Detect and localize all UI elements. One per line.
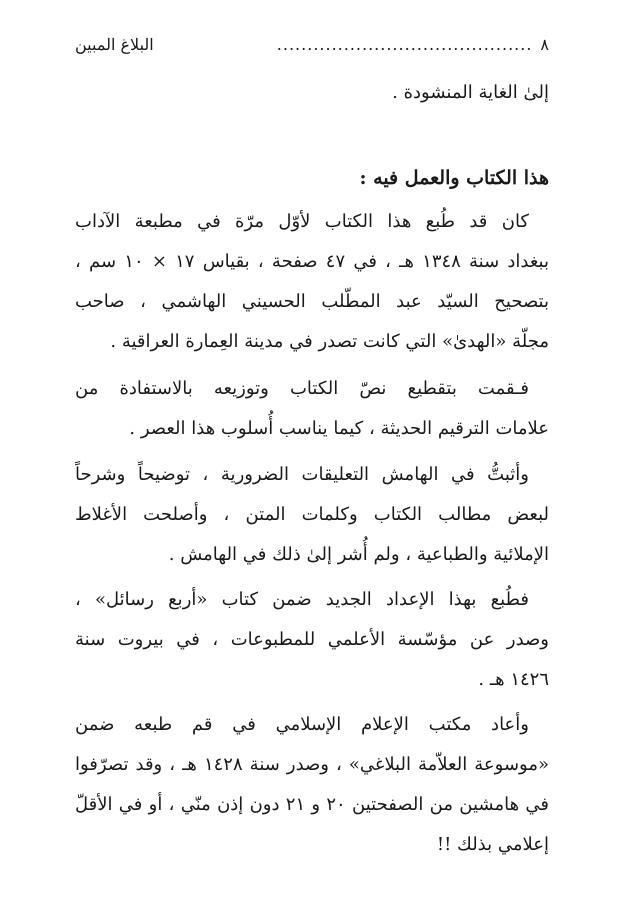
section-heading: هذا الكتاب والعمل فيه : xyxy=(359,167,549,189)
paragraph-line: كان قد طُبع هذا الكتاب لأوّل مرّة في مطبعة الآداب xyxy=(75,211,529,232)
paragraph-line: مجلّة «الهدىٰ» التي كانت تصدر في مدينة العِمارة العراقية . xyxy=(110,331,549,352)
paragraph-line: وصدر عن مؤسّسة الأعلمي للمطبوعات ، في بيروت سنة xyxy=(75,629,549,650)
paragraph-line: بتصحيح السيّد عبد المطّلب الحسيني الهاشمي ، صاحب xyxy=(75,291,549,312)
paragraph-line: علامات الترقيم الحديثة ، كيما يناسب أُسلوب هذا العصر . xyxy=(129,418,549,439)
page-number: ٨ xyxy=(540,35,549,54)
paragraph-line: «موسوعة العلاّمة البلاغي» ، وصدر سنة ١٤٢٨ هـ ، وقد تصرّفوا xyxy=(75,754,549,775)
paragraph-line: الإملائية والطباعية ، ولم أُشر إلىٰ ذلك في الهامش . xyxy=(168,544,549,565)
book-title: البلاغ المبين xyxy=(75,35,154,54)
paragraph-line: إلىٰ الغاية المنشودة . xyxy=(392,82,549,103)
running-head xyxy=(75,32,549,58)
paragraph-line: لبعض مطالب الكتاب وكلمات المتن ، وأصلحت الأغلاط xyxy=(75,504,549,525)
paragraph-line: في هامشين من الصفحتين ٢٠ و ٢١ دون إذن منّي ، أو في الأقلّ xyxy=(75,794,549,815)
paragraph-line: فـقمت بتقطيع نصّ الكتاب وتوزيعه بالاستفادة من xyxy=(75,378,529,399)
paragraph-line: ببغداد سنة ١٣٤٨ هـ ، في ٤٧ صفحة ، بقياس ١٧ × ١٠ سم ، xyxy=(75,251,549,272)
paragraph-line: فطُبع بهذا الإعداد الجديد ضمن كتاب «أربع رسائل» ، xyxy=(75,589,529,610)
leader-dots: .......................................... xyxy=(276,35,533,54)
paragraph-line: ١٤٢٦ هـ . xyxy=(478,669,549,690)
paragraph-line: وأثبتُّ في الهامش التعليقات الضرورية ، توضيحاً وشرحاً xyxy=(75,464,529,485)
paragraph-line: إعلامي بذلك !! xyxy=(436,834,549,855)
paragraph-line: وأعاد مكتب الإعلام الإسلامي في قم طبعه ضمن xyxy=(75,714,529,735)
